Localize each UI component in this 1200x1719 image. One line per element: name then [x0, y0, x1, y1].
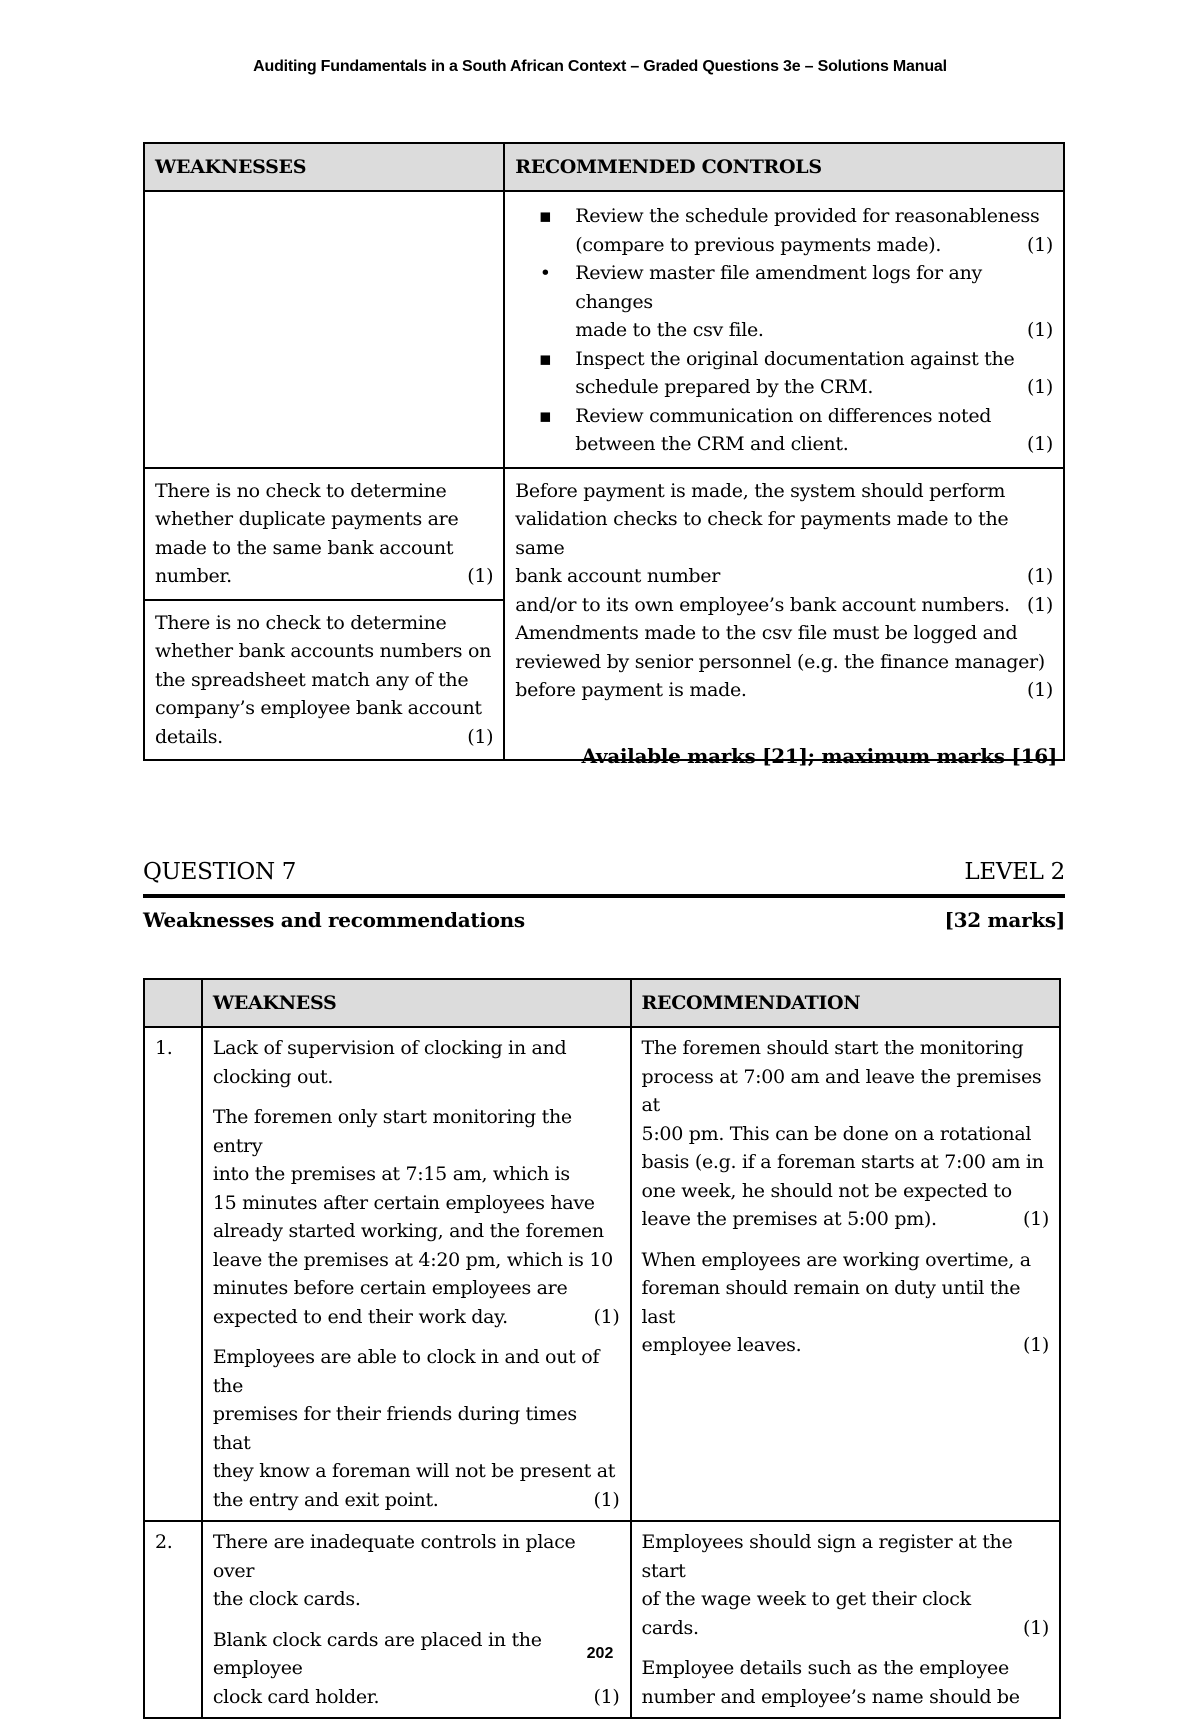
- mark-value: (1): [1026, 319, 1053, 341]
- recommendation-cell: [631, 1027, 1060, 1521]
- header-weaknesses: WEAKNESSES: [144, 143, 504, 191]
- paragraph: [642, 1034, 1049, 1234]
- text-line: already started working, and the foremen: [212, 1220, 604, 1242]
- row-number: 2.: [144, 1521, 202, 1718]
- running-header: Auditing Fundamentals in a South African Context – Graded Questions 3e – Solutions Manual: [253, 58, 947, 75]
- list-item: [515, 402, 1053, 459]
- question-heading: [143, 850, 1065, 898]
- text-line: bank account number: [515, 565, 721, 587]
- bullet-line: schedule prepared by the CRM.: [575, 376, 874, 398]
- text-line: foreman should remain on duty until the last: [641, 1277, 1021, 1328]
- list-item: [515, 202, 1053, 259]
- text-line: reviewed by senior personnel (e.g. the finance manager): [515, 650, 1045, 673]
- question-title: QUESTION 7: [143, 859, 297, 885]
- question-level: LEVEL 2: [964, 859, 1065, 885]
- mark-value: (1): [1022, 1334, 1049, 1356]
- text-line: There are inadequate controls in place over: [212, 1531, 576, 1582]
- paragraph: [642, 1528, 1049, 1642]
- text-line: they know a foreman will not be present at: [212, 1460, 616, 1482]
- controls-cell-validation: [504, 468, 1064, 761]
- text-line: into the premises at 7:15 am, which is: [212, 1163, 570, 1185]
- text-line: premises for their friends during times that: [212, 1403, 577, 1454]
- header-weakness: WEAKNESS: [202, 979, 631, 1027]
- table-row: [144, 191, 1064, 468]
- row-number: 1.: [144, 1027, 202, 1521]
- bullet-line: Review the schedule provided for reasonableness: [575, 205, 1040, 227]
- available-marks: Available marks [21]; maximum marks [16]: [581, 744, 1057, 768]
- controls-bullet-list: [515, 200, 1053, 459]
- text-line: There is no check to determine: [155, 479, 447, 502]
- weakness-cell: [202, 1521, 631, 1718]
- paragraph: [642, 1246, 1049, 1360]
- header-recommended-controls: RECOMMENDED CONTROLS: [504, 143, 1064, 191]
- weakness-cell-duplicate-payments: [144, 468, 504, 600]
- mark-value: (1): [467, 565, 494, 587]
- weakness-cell: [202, 1027, 631, 1521]
- square-bullet-icon: ▪: [538, 347, 552, 370]
- paragraph: [213, 1103, 620, 1331]
- bullet-line: Review master file amendment logs for any changes: [575, 262, 982, 313]
- text-line: number.: [155, 565, 232, 587]
- paragraph: [213, 1528, 620, 1614]
- text-line: leave the premises at 5:00 pm).: [641, 1208, 937, 1230]
- text-line: details.: [155, 725, 223, 748]
- text-line: Employee details such as the employee: [641, 1657, 1009, 1679]
- text-line: whether bank accounts numbers on: [155, 640, 492, 662]
- text-line: When employees are working overtime, a: [641, 1248, 1031, 1271]
- text-line: validation checks to check for payments made to the same: [515, 508, 1009, 559]
- text-line: The foremen only start monitoring the entry: [212, 1106, 572, 1157]
- text-line: There is no check to determine: [155, 611, 447, 634]
- bullet-line: made to the csv file.: [575, 319, 764, 341]
- text-line: clock card holder.: [212, 1685, 380, 1708]
- section-title: Weaknesses and recommendations: [143, 908, 525, 932]
- section-heading: [143, 908, 1065, 932]
- table-row: [144, 1027, 1060, 1521]
- mark-value: (1): [1026, 433, 1053, 455]
- weakness-cell-empty: [144, 191, 504, 468]
- text-line: The foremen should start the monitoring: [641, 1037, 1024, 1059]
- mark-value: (1): [1022, 1208, 1049, 1230]
- bullet-line: Review communication on differences noted: [575, 404, 992, 427]
- table-row: [144, 468, 1064, 600]
- mark-value: (1): [1026, 593, 1053, 616]
- mark-value: (1): [467, 725, 494, 748]
- bullet-line: Inspect the original documentation against the: [575, 347, 1015, 370]
- round-bullet-icon: •: [539, 262, 551, 284]
- text-line: 15 minutes after certain employees have: [212, 1191, 595, 1214]
- text-line: of the wage week to get their clock cards.: [641, 1588, 971, 1639]
- weakness-cell-bank-accounts: [144, 600, 504, 761]
- text-line: company’s employee bank account: [155, 697, 482, 719]
- mark-value: (1): [593, 1488, 620, 1511]
- text-line: the clock cards.: [212, 1588, 361, 1610]
- text-line: clocking out.: [212, 1065, 334, 1088]
- paragraph: [213, 1343, 620, 1514]
- recommendation-cell: [631, 1521, 1060, 1718]
- section-marks: [32 marks]: [944, 908, 1065, 932]
- text-line: process at 7:00 am and leave the premises at: [641, 1065, 1042, 1116]
- text-line: made to the same bank account: [155, 536, 454, 559]
- text-line: expected to end their work day.: [212, 1305, 508, 1328]
- list-item: [515, 259, 1053, 345]
- table-row: [144, 1521, 1060, 1718]
- square-bullet-icon: ▪: [538, 205, 552, 227]
- text-line: Employees should sign a register at the start: [641, 1531, 1013, 1582]
- paragraph: [213, 1626, 620, 1712]
- text-line: number and employee’s name should be: [641, 1685, 1020, 1708]
- text-line: Employees are able to clock in and out of the: [212, 1346, 600, 1397]
- text-line: Lack of supervision of clocking in and: [212, 1037, 567, 1059]
- page-number: 202: [586, 1645, 614, 1662]
- text-line: Blank clock cards are placed in the employee: [212, 1628, 542, 1679]
- list-item: [515, 345, 1053, 402]
- text-line: minutes before certain employees are: [212, 1277, 568, 1299]
- text-line: 5:00 pm. This can be done on a rotational: [641, 1122, 1032, 1145]
- text-line: the entry and exit point.: [212, 1488, 439, 1511]
- mark-value: (1): [593, 1305, 620, 1328]
- paragraph: [213, 1034, 620, 1091]
- text-line: and/or to its own employee’s bank account numbers.: [515, 593, 1010, 616]
- header-number: [144, 979, 202, 1027]
- table-header-row: [144, 979, 1060, 1027]
- weakness-recommendation-table: [143, 978, 1061, 1719]
- bullet-line: (compare to previous payments made).: [575, 233, 942, 256]
- table-header-row: [144, 143, 1064, 191]
- text-line: one week, he should not be expected to: [641, 1179, 1012, 1202]
- square-bullet-icon: ▪: [538, 404, 552, 427]
- text-line: leave the premises at 4:20 pm, which is 10: [212, 1248, 613, 1271]
- mark-value: (1): [1026, 565, 1053, 587]
- text-line: whether duplicate payments are: [155, 508, 459, 530]
- text-line: employee leaves.: [641, 1334, 802, 1356]
- text-line: the spreadsheet match any of the: [155, 668, 469, 691]
- controls-cell: [504, 191, 1064, 468]
- weaknesses-controls-table: [143, 142, 1065, 761]
- header-recommendation: RECOMMENDATION: [631, 979, 1060, 1027]
- mark-value: (1): [593, 1685, 620, 1708]
- text-line: Before payment is made, the system should perform: [515, 479, 1006, 502]
- mark-value: (1): [1026, 233, 1053, 256]
- mark-value: (1): [1026, 679, 1053, 701]
- text-line: before payment is made.: [515, 679, 747, 701]
- mark-value: (1): [1022, 1616, 1049, 1639]
- text-line: Amendments made to the csv file must be logged and: [515, 622, 1018, 644]
- mark-value: (1): [1026, 376, 1053, 398]
- bullet-line: between the CRM and client.: [575, 433, 849, 455]
- text-line: basis (e.g. if a foreman starts at 7:00 am in: [641, 1151, 1044, 1173]
